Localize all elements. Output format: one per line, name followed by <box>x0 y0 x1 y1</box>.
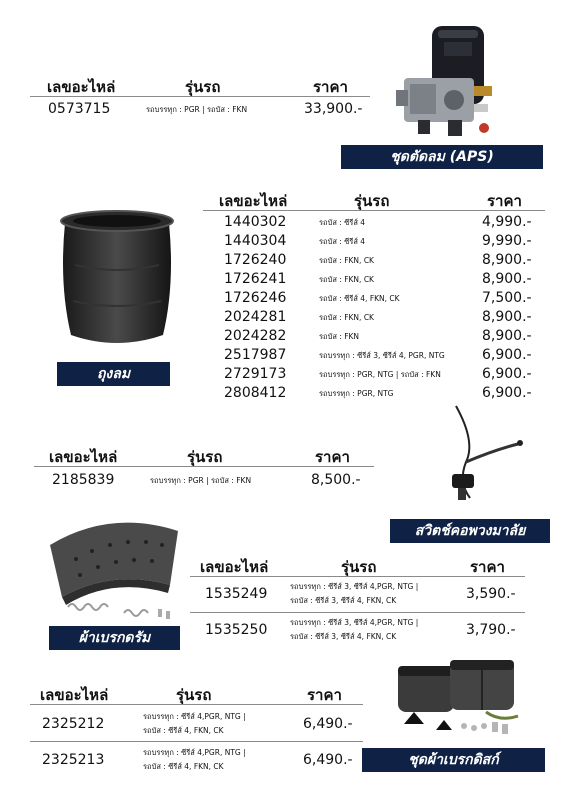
part-number: 2517987 <box>224 347 287 363</box>
part-number-header: เลขอะไหล่ <box>200 558 269 576</box>
price: 6,900.- <box>482 385 532 401</box>
part-number-header: เลขอะไหล่ <box>49 448 118 466</box>
vehicle-models: รถบัส : FKN, CK <box>319 275 374 284</box>
part-number: 1726240 <box>224 252 287 268</box>
part-number: 2325212 <box>42 716 105 732</box>
part-number: 1726246 <box>224 290 287 306</box>
vehicle-models: รถบัส : ซีรีส์ 4 <box>319 237 366 246</box>
part-number-header: เลขอะไหล่ <box>47 78 116 96</box>
price: 8,900.- <box>482 328 532 344</box>
vehicle-models: รถบรรทุก : PGR | รถบัส : FKN <box>150 476 252 485</box>
price: 6,490.- <box>303 752 353 768</box>
price: 8,900.- <box>482 252 532 268</box>
header-divider <box>30 96 370 97</box>
vehicle-models: รถบัส : FKN, CK <box>319 256 374 265</box>
vehicle-models-line2: รถบัส : ซีรีส์ 3, ซีรีส์ 4, FKN, CK <box>290 596 397 605</box>
price: 6,490.- <box>303 716 353 732</box>
disc-pads-banner: ชุดผ้าเบรกดิสก์ <box>362 748 545 772</box>
vehicle-models: รถบรรทุก : PGR | รถบัส : FKN <box>146 105 248 114</box>
vehicle-models: รถบัส : FKN, CK <box>319 313 374 322</box>
model-header: รุ่นรถ <box>187 448 223 466</box>
vehicle-models-line2: รถบัส : ซีรีส์ 4, FKN, CK <box>143 762 224 771</box>
part-number: 1440302 <box>224 214 287 230</box>
price: 33,900.- <box>304 101 363 117</box>
part-number: 2024282 <box>224 328 287 344</box>
price: 9,990.- <box>482 233 532 249</box>
part-number: 2729173 <box>224 366 287 382</box>
price: 8,900.- <box>482 271 532 287</box>
vehicle-models-line1: รถบรรทุก : ซีรีส์ 4,PGR, NTG | <box>143 748 246 757</box>
part-number: 1440304 <box>224 233 287 249</box>
air-spring-image <box>55 205 180 355</box>
part-number: 1726241 <box>224 271 287 287</box>
header-divider <box>30 704 363 705</box>
price: 8,900.- <box>482 309 532 325</box>
price-header: ราคา <box>313 78 348 96</box>
part-number-header: เลขอะไหล่ <box>219 192 288 210</box>
vehicle-models: รถบัส : ซีรีส์ 4 <box>319 218 366 227</box>
price-header: ราคา <box>487 192 522 210</box>
price-header: ราคา <box>307 686 342 704</box>
price: 4,990.- <box>482 214 532 230</box>
part-number: 0573715 <box>48 101 111 117</box>
model-header: รุ่นรถ <box>185 78 221 96</box>
row-divider <box>30 741 363 742</box>
header-divider <box>203 210 545 211</box>
model-header: รุ่นรถ <box>354 192 390 210</box>
vehicle-models-line1: รถบรรทุก : ซีรีส์ 3, ซีรีส์ 4,PGR, NTG | <box>290 582 419 591</box>
part-number: 2808412 <box>224 385 287 401</box>
vehicle-models-line2: รถบัส : ซีรีส์ 4, FKN, CK <box>143 726 224 735</box>
row-divider <box>190 612 525 613</box>
part-number: 1535249 <box>205 586 268 602</box>
vehicle-models: รถบรรทุก : PGR, NTG | รถบัส : FKN <box>319 370 441 379</box>
price: 6,900.- <box>482 347 532 363</box>
vehicle-models-line2: รถบัส : ซีรีส์ 3, ซีรีส์ 4, FKN, CK <box>290 632 397 641</box>
air-processing-unit-image <box>388 20 500 140</box>
vehicle-models: รถบัส : FKN <box>319 332 360 341</box>
model-header: รุ่นรถ <box>176 686 212 704</box>
part-number-header: เลขอะไหล่ <box>40 686 109 704</box>
drum-brake-lining-image <box>40 515 185 625</box>
column-switch-banner: สวิตช์คอพวงมาลัย <box>390 519 550 543</box>
price-header: ราคา <box>470 558 505 576</box>
price: 7,500.- <box>482 290 532 306</box>
drum-lining-banner: ผ้าเบรกดรัม <box>49 626 180 650</box>
price-header: ราคา <box>315 448 350 466</box>
vehicle-models: รถบัส : ซีรีส์ 4, FKN, CK <box>319 294 400 303</box>
price: 6,900.- <box>482 366 532 382</box>
price: 3,790.- <box>466 622 516 638</box>
table-row <box>0 385 566 401</box>
header-divider <box>34 466 374 467</box>
vehicle-models: รถบรรทุก : ซีรีส์ 3, ซีรีส์ 4, PGR, NTG <box>319 351 445 360</box>
air-spring-banner: ถุงลม <box>57 362 170 386</box>
part-number: 2325213 <box>42 752 105 768</box>
part-number: 2024281 <box>224 309 287 325</box>
price: 8,500.- <box>311 472 361 488</box>
header-divider <box>190 576 525 577</box>
part-number: 1535250 <box>205 622 268 638</box>
part-number: 2185839 <box>52 472 115 488</box>
disc-brake-pads-image <box>390 652 530 747</box>
column-switch-image <box>436 402 526 502</box>
vehicle-models-line1: รถบรรทุก : ซีรีส์ 3, ซีรีส์ 4,PGR, NTG | <box>290 618 419 627</box>
aps-banner: ชุดตัดลม (APS) <box>341 145 543 169</box>
vehicle-models: รถบรรทุก : PGR, NTG <box>319 389 394 398</box>
price: 3,590.- <box>466 586 516 602</box>
model-header: รุ่นรถ <box>341 558 377 576</box>
vehicle-models-line1: รถบรรทุก : ซีรีส์ 4,PGR, NTG | <box>143 712 246 721</box>
